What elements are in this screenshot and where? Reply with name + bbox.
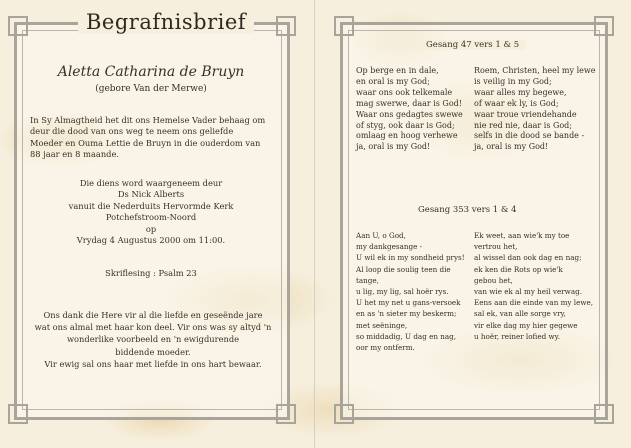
hymn1-line: waar troue vriendehande: [474, 109, 577, 119]
hymn1-line: en oral is my God;: [356, 76, 430, 86]
hymn1-line: Roem, Christen, heel my lewe: [474, 66, 596, 75]
hymn1-line: of waar ek ly, is God;: [474, 98, 559, 108]
intro-line: deur die dood van ons weg te neem ons geliefde: [30, 126, 234, 137]
hymn2-title: Gesang 353 vers 1 & 4: [418, 205, 517, 215]
maiden-name: (gebore Van der Merwe): [95, 84, 207, 94]
hymn2-line: u lig, my lig, sal hoër rys.: [356, 287, 449, 297]
left-corner-tr: [276, 16, 296, 36]
closing-line: Ons dank die Here vir al die liefde en geseënde jare: [43, 310, 263, 320]
hymn1-line: is veilig in my God;: [474, 76, 552, 86]
service-line: Die diens word waargeneem deur: [79, 178, 223, 188]
hymn2-col1: [356, 230, 474, 353]
hymn2-line: u hoër, reiner lofied wy.: [474, 331, 561, 341]
right-corner-tl: [334, 16, 354, 36]
right-corner-bl: [334, 404, 354, 424]
hymn2-line: Aan U, o God,: [356, 231, 406, 240]
hymn1-line: nie red nie, daar is God;: [474, 120, 572, 130]
left-corner-br: [276, 404, 296, 424]
hymn1-col2: [474, 66, 596, 153]
service-line: op: [145, 223, 157, 234]
hymn2-line: tange,: [356, 275, 379, 285]
deceased-name: Aletta Catharina de Bruyn: [57, 64, 245, 80]
closing-line: wonderlike voorbeeld en 'n ewigdurende: [66, 334, 240, 345]
hymn2-line: so middadig, U dag en nag,: [356, 331, 457, 341]
hymn2-line: Al loop die soulig teen die: [356, 264, 451, 274]
intro-text: [30, 115, 280, 161]
scripture-reading: Skriflesing : Psalm 23: [105, 268, 197, 278]
hymn1-line: waar ons ook telkemale: [356, 87, 453, 97]
hymn1-line: mag swerwe, daar is God!: [356, 98, 462, 108]
right-corner-tr: [594, 16, 614, 36]
page-fold: [314, 0, 316, 448]
intro-line: Moeder en Ouma Lettie de Bruyn in die ouderdom van: [30, 137, 261, 148]
hymn1-line: of styg, ook daar is God;: [356, 120, 455, 130]
hymn1-col1: [356, 66, 474, 153]
service-line: Ds Nick Alberts: [117, 189, 185, 200]
hymn1-line: Op berge en in dale,: [356, 66, 439, 75]
closing-line: biddende moeder.: [115, 346, 191, 357]
hymn2-line: U het my net u gans-versoek: [356, 298, 461, 308]
hymn1-title: Gesang 47 vers 1 & 5: [420, 40, 525, 50]
hymn2-line: ek ken die Rots op wie'k: [474, 264, 563, 274]
hymn2-col2: [474, 230, 596, 342]
page-title: Begrafnisbrief: [78, 10, 254, 34]
hymn1-line: omlaag en hoog verhewe: [356, 131, 458, 141]
hymn2-line: my dankgesange -: [356, 242, 423, 252]
service-line: Potchefstroom-Noord: [105, 212, 197, 223]
hymn2-line: Ek weet, aan wie'k my toe: [474, 231, 570, 240]
hymn2-line: vertrou het,: [474, 242, 518, 252]
intro-line: 88 jaar en 8 maande.: [30, 149, 120, 160]
hymn2-line: U wil ek in my sondheid prys!: [356, 253, 465, 263]
left-corner-bl: [8, 404, 28, 424]
hymn1-line: selfs in die dood se bande -: [474, 131, 585, 141]
closing-line: Vir ewig sal ons haar met liefde in ons hart bewaar.: [44, 358, 262, 369]
closing-line: wat ons almal met haar kon deel. Vir ons was sy altyd 'n: [34, 322, 272, 333]
hymn1-line: waar alles my begewe,: [474, 87, 567, 97]
intro-line: In Sy Almagtheid het dit ons Hemelse Vader behaag om: [30, 115, 266, 125]
service-line: vanuit die Nederduits Hervormde Kerk: [68, 200, 234, 211]
hymn1-line: ja, oral is my God!: [356, 142, 431, 152]
hymn2-line: gebou het,: [474, 275, 513, 285]
hymn2-line: sal ek, van alle sorge vry,: [474, 309, 566, 319]
hymn1-line: Waar ons gedagtes swewe: [356, 109, 463, 119]
hymn2-line: van wie ek al my heil verwag.: [474, 287, 583, 297]
left-corner-tl: [8, 16, 28, 36]
hymn2-line: al wissel dan ook dag en nag;: [474, 253, 582, 263]
hymn2-line: oor my ontferm.: [356, 343, 415, 353]
hymn2-line: en as 'n sieter my beskerm;: [356, 309, 457, 319]
hymn2-line: Eens aan die einde van my lewe,: [474, 298, 594, 308]
service-line: Vrydag 4 Augustus 2000 om 11:00.: [76, 235, 226, 246]
service-details: [24, 178, 278, 246]
hymn1-line: ja, oral is my God!: [474, 142, 549, 152]
hymn2-line: vir elke dag my hier gegewe: [474, 320, 578, 330]
hymn2-line: met seëninge,: [356, 320, 408, 330]
closing-text: [24, 309, 282, 370]
right-corner-br: [594, 404, 614, 424]
